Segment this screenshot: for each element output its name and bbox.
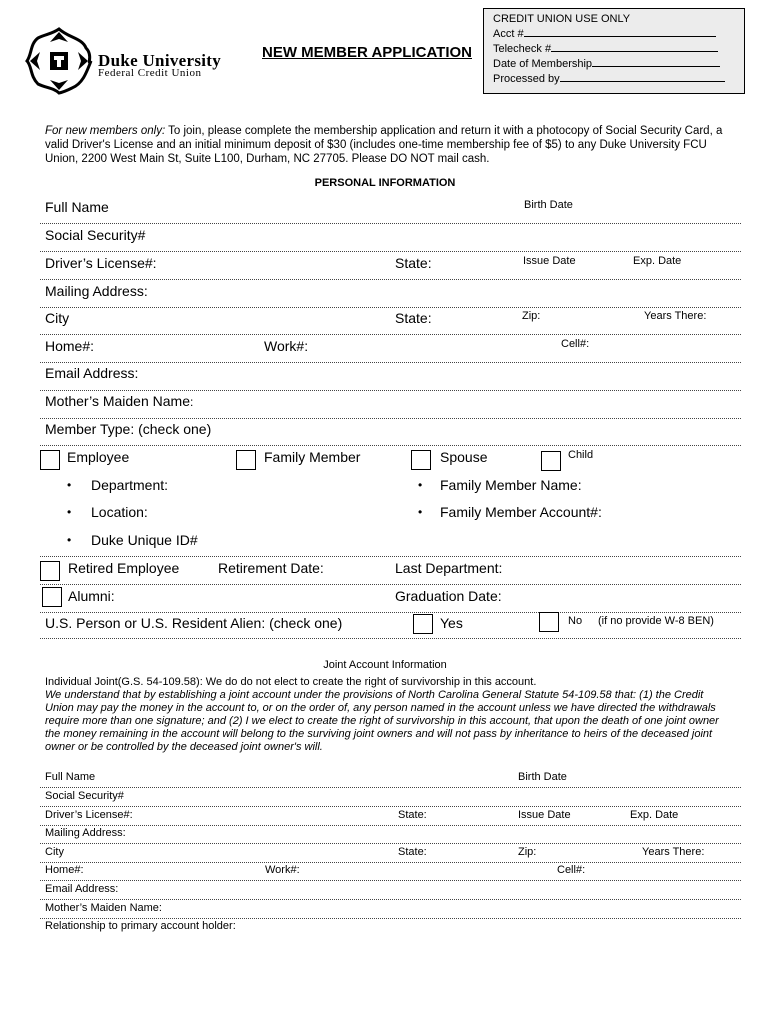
joint-email-line[interactable] [40, 899, 741, 900]
spouse-label: Spouse [440, 449, 488, 465]
retired-employee-label: Retired Employee [68, 560, 180, 576]
brand-name: Duke University [98, 51, 222, 70]
last-department-label: Last Department: [395, 560, 503, 576]
us-person-line [40, 638, 741, 639]
email-line[interactable] [40, 390, 741, 391]
cu-telecheck-line[interactable] [551, 41, 718, 52]
cu-acct-label: Acct # [493, 28, 524, 40]
joint-city-label: City [45, 846, 64, 858]
family-member-name-label: Family Member Name: [440, 477, 582, 493]
intro-lead: For new members only: [45, 125, 166, 137]
city-state-label: State: [395, 310, 432, 326]
intro-text [45, 124, 735, 166]
joint-home-label: Home#: [45, 864, 84, 876]
joint-dl-line[interactable] [40, 825, 741, 826]
cu-telecheck-label: Telecheck # [493, 43, 552, 55]
city-line[interactable] [40, 334, 741, 335]
mothers-maiden-text: Mother’s Maiden Name [45, 393, 190, 409]
duke-unique-id-label: Duke Unique ID# [91, 532, 198, 548]
joint-ssn-line[interactable] [40, 806, 741, 807]
cell-phone-label: Cell#: [561, 338, 590, 350]
no-checkbox[interactable] [539, 612, 559, 632]
cu-acct-line[interactable] [524, 26, 716, 37]
cu-heading: CREDIT UNION USE ONLY [493, 13, 631, 25]
mailing-address-label: Mailing Address: [45, 283, 148, 299]
joint-full-name-line[interactable] [40, 787, 741, 788]
full-name-line[interactable] [40, 223, 741, 224]
joint-ssn-label: Social Security# [45, 790, 124, 802]
alumni-line[interactable] [40, 612, 741, 613]
joint-mothers-maiden-line[interactable] [40, 918, 741, 919]
mothers-maiden-colon: : [190, 395, 194, 409]
bullet: • [67, 478, 72, 492]
cu-processed-line[interactable] [560, 71, 725, 82]
child-checkbox[interactable] [541, 451, 561, 471]
joint-exp-date-label: Exp. Date [630, 809, 679, 821]
mothers-maiden-label [45, 393, 193, 409]
years-there-label: Years There: [644, 310, 707, 322]
employee-checkbox[interactable] [40, 450, 60, 470]
home-phone-label: Home#: [45, 338, 95, 354]
bullet: • [67, 533, 72, 547]
phone-line[interactable] [40, 362, 741, 363]
member-type-heading: Member Type: (check one) [45, 421, 212, 437]
family-member-account-label: Family Member Account#: [440, 504, 602, 520]
mailing-address-line[interactable] [40, 307, 741, 308]
joint-mailing-label: Mailing Address: [45, 827, 126, 839]
joint-birth-date-label: Birth Date [518, 771, 567, 783]
w8-ben-note: (if no provide W-8 BEN) [598, 615, 714, 627]
cu-processed-label: Processed by [493, 73, 560, 85]
alumni-label: Alumni: [68, 588, 115, 604]
yes-label: Yes [440, 615, 463, 631]
joint-statute-line: Individual Joint(G.S. 54-109.58): We do do not elect to create the right of survivorship in this account. [45, 676, 537, 688]
duke-fcu-logo [24, 26, 94, 96]
joint-dl-label: Driver’s License#: [45, 809, 133, 821]
exp-date-label: Exp. Date [633, 255, 682, 267]
brand-subtitle: Federal Credit Union [98, 67, 202, 79]
cu-date-label: Date of Membership [493, 58, 593, 70]
bullet: • [67, 505, 72, 519]
dl-state-label: State: [395, 255, 432, 271]
ssn-label: Social Security# [45, 227, 146, 243]
joint-zip-label: Zip: [518, 846, 537, 858]
bullet: • [418, 505, 423, 519]
joint-paragraph [45, 689, 735, 754]
joint-relationship-label: Relationship to primary account holder: [45, 920, 236, 932]
joint-mothers-maiden-label: Mother’s Maiden Name: [45, 902, 162, 914]
drivers-license-label: Driver’s License#: [45, 255, 157, 271]
joint-mailing-line[interactable] [40, 843, 741, 844]
cu-date-line[interactable] [592, 56, 720, 67]
bullet: • [418, 478, 423, 492]
member-type-line [40, 445, 741, 446]
family-member-label: Family Member [264, 449, 361, 465]
graduation-date-label: Graduation Date: [395, 588, 502, 604]
employee-label: Employee [67, 449, 130, 465]
joint-city-state-label: State: [398, 846, 427, 858]
retired-line[interactable] [40, 584, 741, 585]
personal-info-heading: PERSONAL INFORMATION [314, 177, 456, 189]
email-label: Email Address: [45, 365, 139, 381]
ssn-line[interactable] [40, 251, 741, 252]
joint-years-there-label: Years There: [642, 846, 705, 858]
joint-work-label: Work#: [265, 864, 300, 876]
page-title: NEW MEMBER APPLICATION [262, 44, 472, 61]
city-label: City [45, 310, 70, 326]
work-phone-label: Work#: [264, 338, 309, 354]
zip-label: Zip: [522, 310, 541, 322]
joint-phone-line[interactable] [40, 880, 741, 881]
us-person-label: U.S. Person or U.S. Resident Alien: (check one) [45, 615, 343, 631]
credit-union-use-box [483, 8, 745, 94]
alumni-checkbox[interactable] [42, 587, 62, 607]
joint-dl-state-label: State: [398, 809, 427, 821]
drivers-license-line[interactable] [40, 279, 741, 280]
intro-body: To join, please complete the membership application and return it with a photocopy of Social Security Card, a valid Driver's License and an initial minimum deposit of $30 (includes one-time membership fee of $5) to any Duke University FCU Union, 2200 West Main St, Suite L100, Durham, NC 27705. Please DO NOT mail cash. [45, 125, 723, 165]
spouse-checkbox[interactable] [411, 450, 431, 470]
child-label: Child [568, 449, 594, 461]
no-label: No [568, 615, 583, 627]
joint-cell-label: Cell#: [557, 864, 586, 876]
issue-date-label: Issue Date [523, 255, 576, 267]
department-label: Department: [91, 477, 169, 493]
full-name-label: Full Name [45, 199, 109, 215]
retirement-date-label: Retirement Date: [218, 560, 324, 576]
joint-full-name-label: Full Name [45, 771, 96, 783]
joint-paragraph-text: We understand that by establishing a joint account under the provisions of North Carolina General Statute 54-109.58 that: (1) the Credit Union may pay the money in the account to, or on the order of, any person named in the account unless we have directed the withdrawals require more than one signature; and (2) I we elect to create the right of survivorship in this account, that upon the death of one joint owner the money remaining in the account will belong to the surviving joint owners and will not pass by inheritance to heirs of the deceased joint owner or be controlled by the deceased joint owner's will. [45, 689, 719, 753]
mothers-maiden-line[interactable] [40, 418, 741, 419]
family-member-checkbox[interactable] [236, 450, 256, 470]
location-label: Location: [91, 504, 148, 520]
retired-employee-checkbox[interactable] [40, 561, 60, 581]
yes-checkbox[interactable] [413, 614, 433, 634]
joint-account-heading: Joint Account Information [323, 659, 447, 671]
joint-email-label: Email Address: [45, 883, 119, 895]
joint-issue-date-label: Issue Date [518, 809, 571, 821]
duke-id-line[interactable] [40, 556, 741, 557]
joint-city-line[interactable] [40, 862, 741, 863]
birth-date-label: Birth Date [524, 199, 573, 211]
